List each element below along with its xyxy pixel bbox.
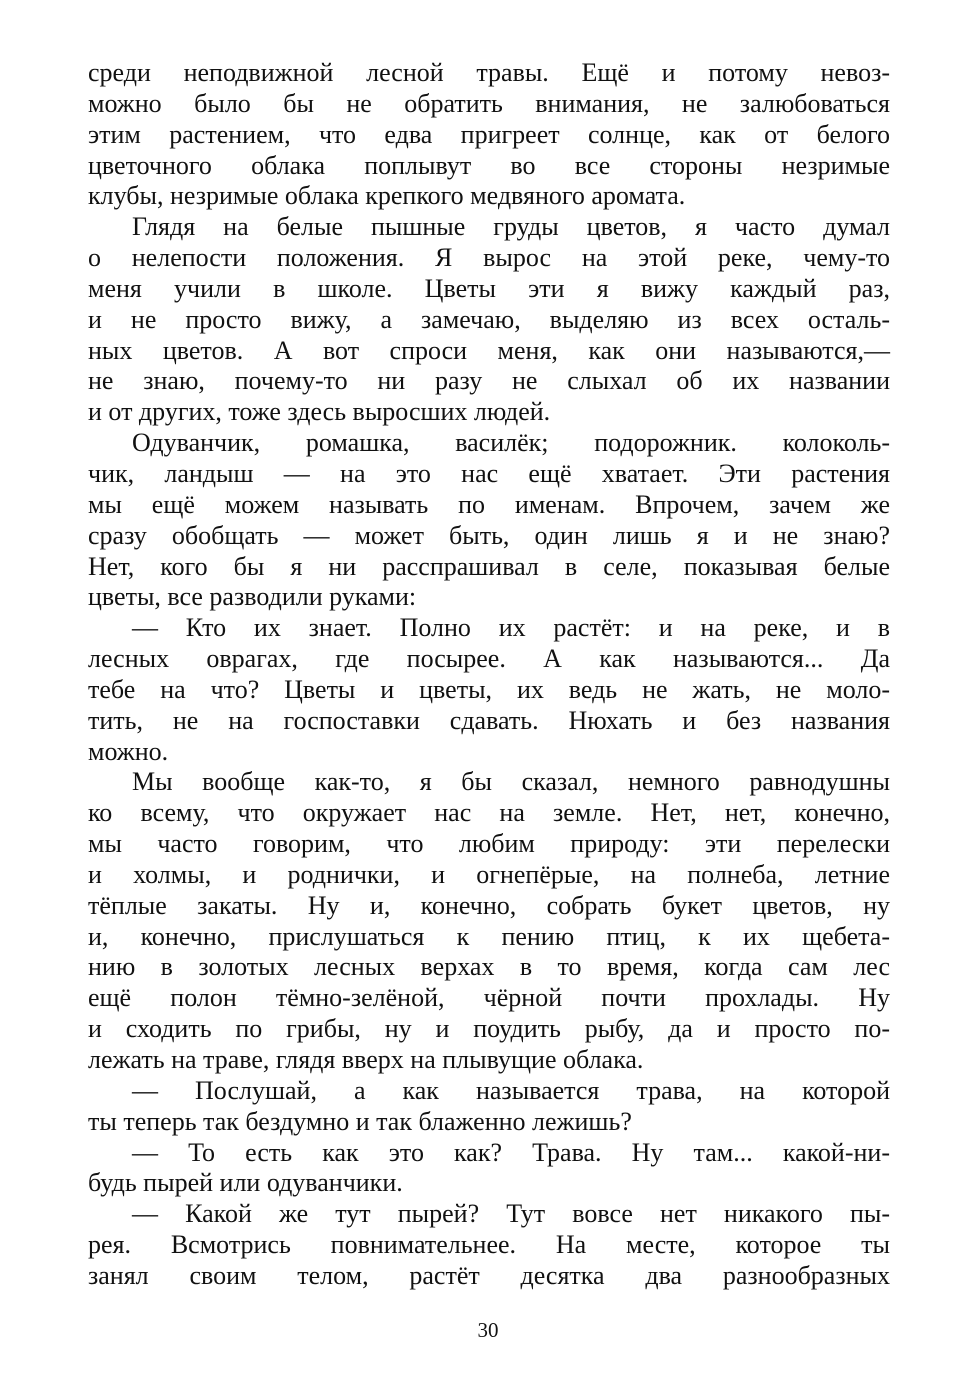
text-line: Нет, кого бы я ни расспрашивал в селе, показывая белые xyxy=(88,551,890,581)
paragraph xyxy=(88,767,890,1075)
text-line: мы часто говорим, что любим природу: эти перелески xyxy=(88,829,890,859)
text-line: можно. xyxy=(88,736,169,766)
text-line: мы ещё можем называть по именам. Впрочем, зачем же xyxy=(88,489,890,519)
text-line: Одуванчик, ромашка, василёк; подорожник. колоколь- xyxy=(132,428,890,458)
text-line: — Послушай, а как называется трава, на которой xyxy=(132,1075,890,1105)
text-line: о нелепости положения. Я вырос на этой реке, чему-то xyxy=(88,243,890,273)
text-line: — Какой же тут пырей? Тут вовсе нет никакого пы- xyxy=(132,1199,890,1229)
text-line: — То есть как это как? Трава. Ну там... какой-ни- xyxy=(132,1137,890,1167)
text-line: ты теперь так бездумно и так блаженно лежишь? xyxy=(88,1106,632,1136)
text-line: цветы, все разводили руками: xyxy=(88,582,417,612)
text-line: лесных оврагах, где посырее. А как называются... Да xyxy=(88,644,890,674)
text-line: цветочного облака поплывут во все стороны незримые xyxy=(88,150,890,180)
text-line: и не просто вижу, а замечаю, выделяю из всех осталь- xyxy=(88,304,890,334)
text-line: — Кто их знает. Полно их растёт: и на реке, и в xyxy=(132,613,890,643)
text-line: чик, ландыш — на это нас ещё хватает. Эти растения xyxy=(88,458,890,488)
text-line: нию в золотых лесных верхах в то время, когда сам лес xyxy=(88,952,890,982)
text-line: Глядя на белые пышные груды цветов, я часто думал xyxy=(132,212,890,242)
text-line: и сходить по грибы, ну и поудить рыбу, да и просто по- xyxy=(88,1014,890,1044)
paragraph xyxy=(88,1138,890,1200)
paragraph xyxy=(88,613,890,767)
text-line: и от других, тоже здесь выросших людей. xyxy=(88,397,551,427)
text-line: ных цветов. А вот спроси меня, как они называются,— xyxy=(88,335,890,365)
paragraph xyxy=(88,212,890,428)
page-number: 30 xyxy=(477,1318,499,1342)
text-line: можно было бы не обратить внимания, не залюбоваться xyxy=(88,88,890,118)
text-line: и, конечно, прислушаться к пению птиц, к их щебета- xyxy=(88,921,890,951)
text-line: занял своим телом, растёт десятка два разнообразных xyxy=(88,1260,890,1290)
text-line: Мы вообще как-то, я бы сказал, немного равнодушны xyxy=(132,767,890,797)
page-text xyxy=(88,58,890,1292)
paragraph xyxy=(88,1199,890,1292)
text-line: будь пырей или одуванчики. xyxy=(88,1168,403,1198)
text-line: меня учили в школе. Цветы эти я вижу каждый раз, xyxy=(88,273,890,303)
paragraph xyxy=(88,1076,890,1138)
text-line: тить, не на госпоставки сдавать. Нюхать и без названия xyxy=(88,705,890,735)
text-line: ещё полон тёмно-зелёной, чёрной почти прохлады. Ну xyxy=(88,983,890,1013)
text-line: лежать на траве, глядя вверх на плывущие облака. xyxy=(88,1045,644,1074)
text-line: тёплые закаты. Ну и, конечно, собрать букет цветов, ну xyxy=(88,890,890,920)
text-line: и холмы, и роднички, и огнепёрые, на полнеба, летние xyxy=(88,859,890,889)
text-line: среди неподвижной лесной травы. Ещё и потому невоз- xyxy=(88,58,890,87)
text-line: ко всему, что окружает нас на земле. Нет, нет, конечно, xyxy=(88,798,890,828)
text-line: не знаю, почему-то ни разу не слыхал об их названии xyxy=(88,366,890,396)
text-line: тебе на что? Цветы и цветы, их ведь не жать, не моло- xyxy=(88,674,890,704)
text-line: рея. Всмотрись повнимательнее. На месте, которое ты xyxy=(88,1230,890,1260)
paragraph xyxy=(88,428,890,613)
text-line: сразу обобщать — может быть, один лишь я и не знаю? xyxy=(88,520,890,550)
paragraph xyxy=(88,58,890,212)
text-line: этим растением, что едва пригреет солнце, как от белого xyxy=(88,119,890,149)
text-line: клубы, незримые облака крепкого медвяного аромата. xyxy=(88,181,686,211)
